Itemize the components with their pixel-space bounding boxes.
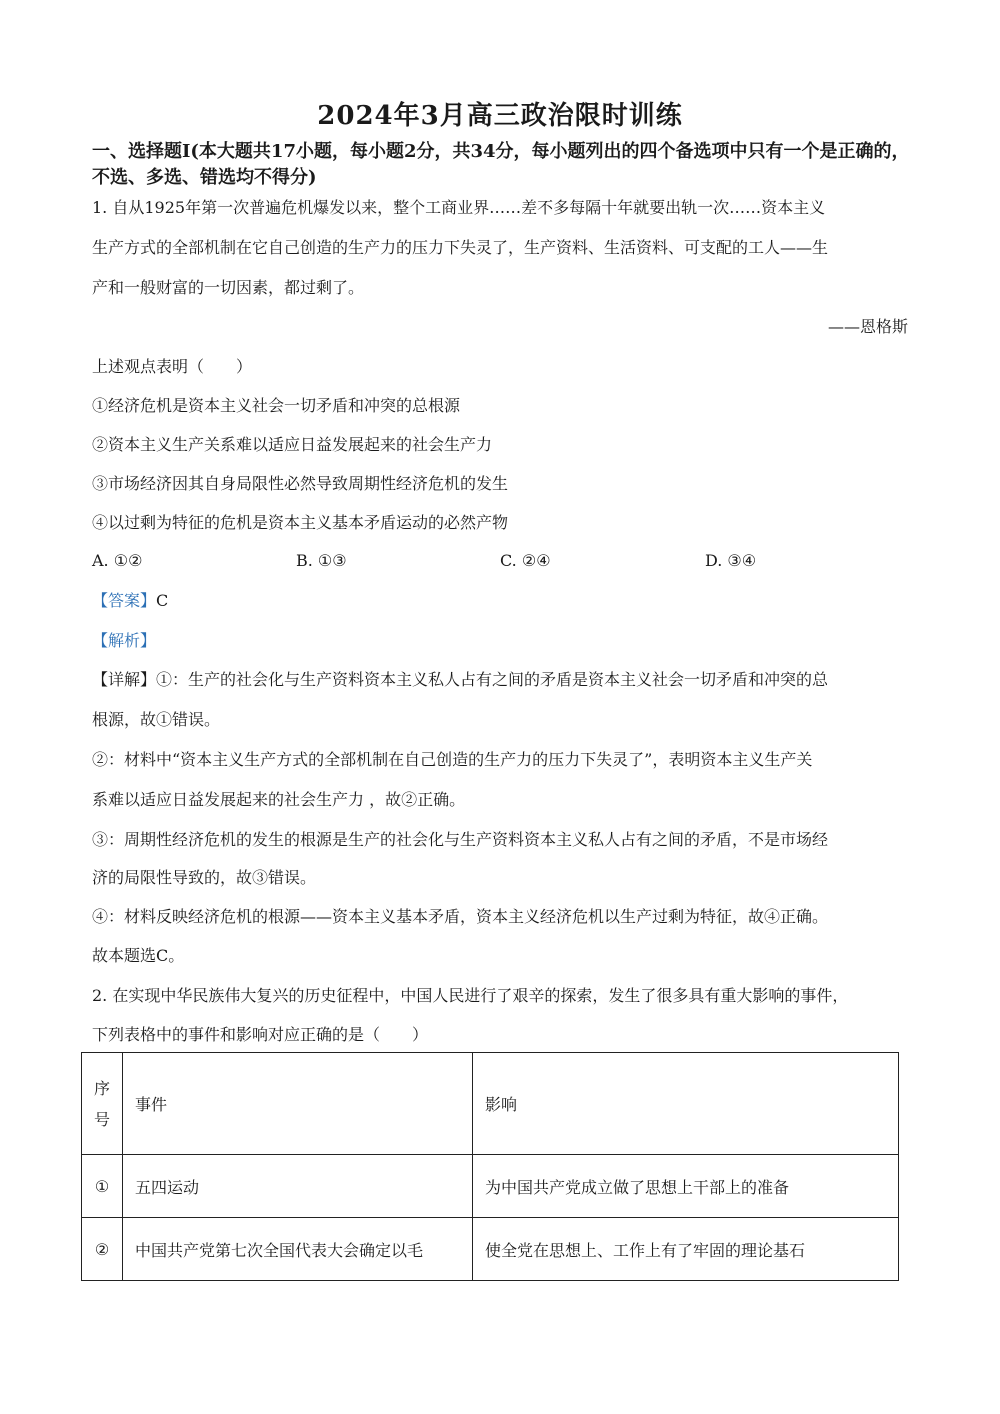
q1-detail-line xyxy=(92,670,828,690)
q1-prompt: 上述观点表明（ ） xyxy=(92,357,253,376)
q1-detail-line: 故本题选C。 xyxy=(92,946,185,965)
detail-text: ①：生产的社会化与生产资料资本主义私人占有之间的矛盾是资本主义社会一切矛盾和冲突的总 xyxy=(156,670,829,689)
q2-stem-line: 2. 在实现中华民族伟大复兴的历史征程中，中国人民进行了艰辛的探索，发生了很多具有重大影响的事件， xyxy=(92,986,849,1005)
q1-analysis-tag xyxy=(92,631,156,651)
q1-statement: ②资本主义生产关系难以适应日益发展起来的社会生产力 xyxy=(92,435,493,454)
q1-stem-line: 产和一般财富的一切因素，都过剩了。 xyxy=(92,278,365,297)
q1-answer xyxy=(92,591,168,611)
analysis-tag: 【解析】 xyxy=(92,631,157,650)
table-row xyxy=(82,1218,899,1281)
q2-stem-line: 下列表格中的事件和影响对应正确的是（ ） xyxy=(92,1025,429,1044)
table-cell: 为中国共产党成立做了思想上干部上的准备 xyxy=(473,1155,899,1218)
q1-stem-line: 1. 自从1925年第一次普遍危机爆发以来，整个工商业界……差不多每隔十年就要出轨一次……资本主义 xyxy=(92,198,826,217)
q1-option-a: A. ①② xyxy=(92,551,143,570)
table-cell: ② xyxy=(82,1218,123,1281)
q2-table xyxy=(81,1052,899,1281)
table-cell: 中国共产党第七次全国代表大会确定以毛 xyxy=(123,1218,473,1281)
table-header-row xyxy=(82,1053,899,1155)
q1-option-c: C. ②④ xyxy=(500,551,551,570)
detail-tag: 【详解】 xyxy=(92,670,157,689)
table-cell: ① xyxy=(82,1155,123,1218)
page-title: 2024年3月高三政治限时训练 xyxy=(317,101,683,131)
answer-value: C xyxy=(156,591,169,610)
header-cell-impact: 影响 xyxy=(473,1053,899,1155)
table-cell: 使全党在思想上、工作上有了牢固的理论基石 xyxy=(473,1218,899,1281)
q1-detail-line: 系难以适应日益发展起来的社会生产力 ，故②正确。 xyxy=(92,790,466,809)
q1-author: ——恩格斯 xyxy=(827,317,908,336)
q1-option-d: D. ③④ xyxy=(705,551,757,570)
q1-statement: ④以过剩为特征的危机是资本主义基本矛盾运动的必然产物 xyxy=(92,513,509,532)
header-cell-index xyxy=(82,1053,123,1155)
q1-stem-line: 生产方式的全部机制在它自己创造的生产力的压力下失灵了，生产资料、生活资料、可支配的工人——生 xyxy=(92,238,829,257)
q1-detail-line: ③：周期性经济危机的发生的根源是生产的社会化与生产资料资本主义私人占有之间的矛盾，不是市场经 xyxy=(92,830,829,849)
q1-statement: ①经济危机是资本主义社会一切矛盾和冲突的总根源 xyxy=(92,396,461,415)
q1-detail-line: ④：材料反映经济危机的根源——资本主义基本矛盾，资本主义经济危机以生产过剩为特征，故④正确。 xyxy=(92,907,829,926)
q1-statement: ③市场经济因其自身局限性必然导致周期性经济危机的发生 xyxy=(92,474,509,493)
table-cell: 五四运动 xyxy=(123,1155,473,1218)
answer-tag: 【答案】 xyxy=(92,591,157,610)
header-index-text: 序号 xyxy=(94,1078,111,1129)
table-row xyxy=(82,1155,899,1218)
q1-detail-line: 济的局限性导致的，故③错误。 xyxy=(92,868,317,887)
q1-detail-line: ②：材料中“资本主义生产方式的全部机制在自己创造的生产力的压力下失灵了”，表明资本主义生产关 xyxy=(92,750,813,769)
section-heading: 一、选择题Ⅰ(本大题共17小题，每小题2分，共34分，每小题列出的四个备选项中只有一个是正确的，不选、多选、错选均不得分) xyxy=(92,141,910,188)
header-cell-event: 事件 xyxy=(123,1053,473,1155)
q1-detail-line: 根源，故①错误。 xyxy=(92,710,221,729)
q1-option-b: B. ①③ xyxy=(296,551,347,570)
